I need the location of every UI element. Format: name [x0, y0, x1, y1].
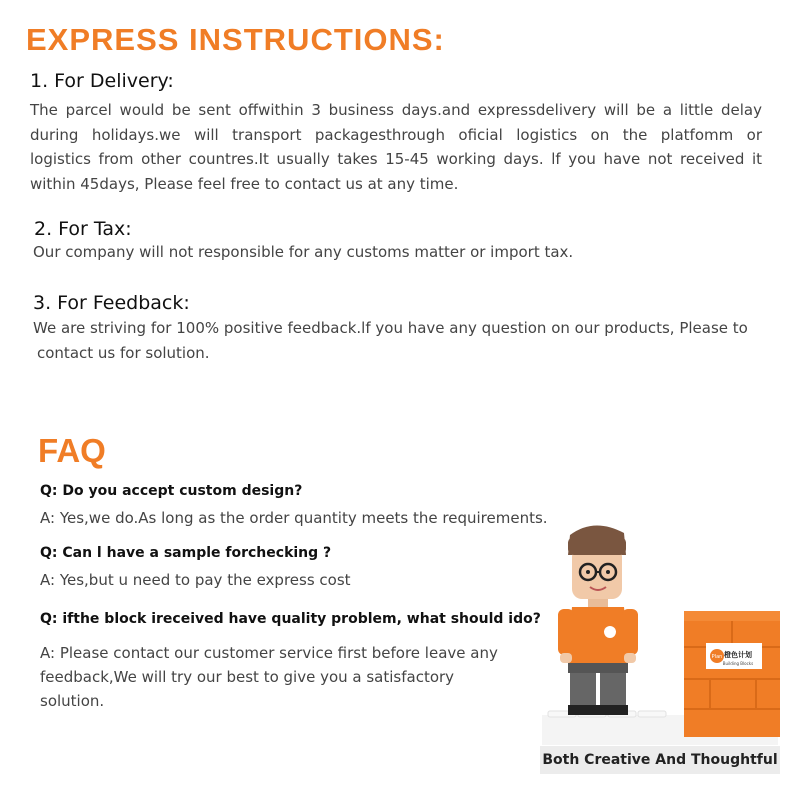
- tax-line: Our company will not responsible for any customs matter or import tax.: [33, 243, 574, 261]
- faq-answer-line: feedback,We will try our best to give you a satisfactory: [40, 668, 455, 686]
- faq-answer-line: solution.: [40, 692, 105, 710]
- faq-title: FAQ: [38, 432, 106, 469]
- page-title: EXPRESS INSTRUCTIONS:: [26, 22, 445, 57]
- product-image: [538, 515, 784, 778]
- tax-text: [33, 240, 773, 265]
- feedback-heading: 3. For Feedback:: [33, 292, 190, 314]
- faq-answer: A: Yes,we do.As long as the order quantity meets the requirements.: [40, 509, 548, 527]
- minifigure: [558, 525, 638, 715]
- delivery-heading: 1. For Delivery:: [30, 70, 174, 92]
- faq-question: Q: ifthe block ireceived have quality problem, what should ido?: [40, 611, 541, 627]
- faq-question: Q: Do you accept custom design?: [40, 483, 303, 499]
- sign-text: 橙色计划: [724, 651, 752, 659]
- feedback-text: [33, 316, 778, 365]
- product-caption: Both Creative And Thoughtful: [540, 746, 780, 774]
- faq-answer-line: A: Please contact our customer service first before leave any: [40, 644, 498, 662]
- faq-answer: [40, 641, 520, 713]
- pen-holder: [684, 611, 780, 737]
- feedback-line: contact us for solution.: [37, 343, 210, 362]
- faq-question: Q: Can l have a sample forchecking ?: [40, 545, 332, 561]
- sign-subtext: Building Blocks: [722, 661, 754, 666]
- delivery-line: The parcel would be sent offwithin 3 business days.and expressdelivery will be a little delay: [30, 101, 762, 119]
- delivery-line: within 45days, Please feel free to contact us at any time.: [30, 174, 459, 193]
- delivery-line: during holidays.we will transport packagesthrough oficial logistics on the platfomm or: [30, 125, 762, 144]
- sign-badge-text: Plan: [711, 654, 723, 660]
- delivery-line: logistics from other countres.It usually takes 15-45 working days. lf you have not received it: [30, 150, 762, 168]
- faq-answer: A: Yes,but u need to pay the express cost: [40, 571, 351, 589]
- feedback-line: We are striving for 100% positive feedback.lf you have any question on our products, Please to: [33, 319, 748, 337]
- tax-heading: 2. For Tax:: [34, 218, 132, 240]
- delivery-text: [30, 98, 762, 196]
